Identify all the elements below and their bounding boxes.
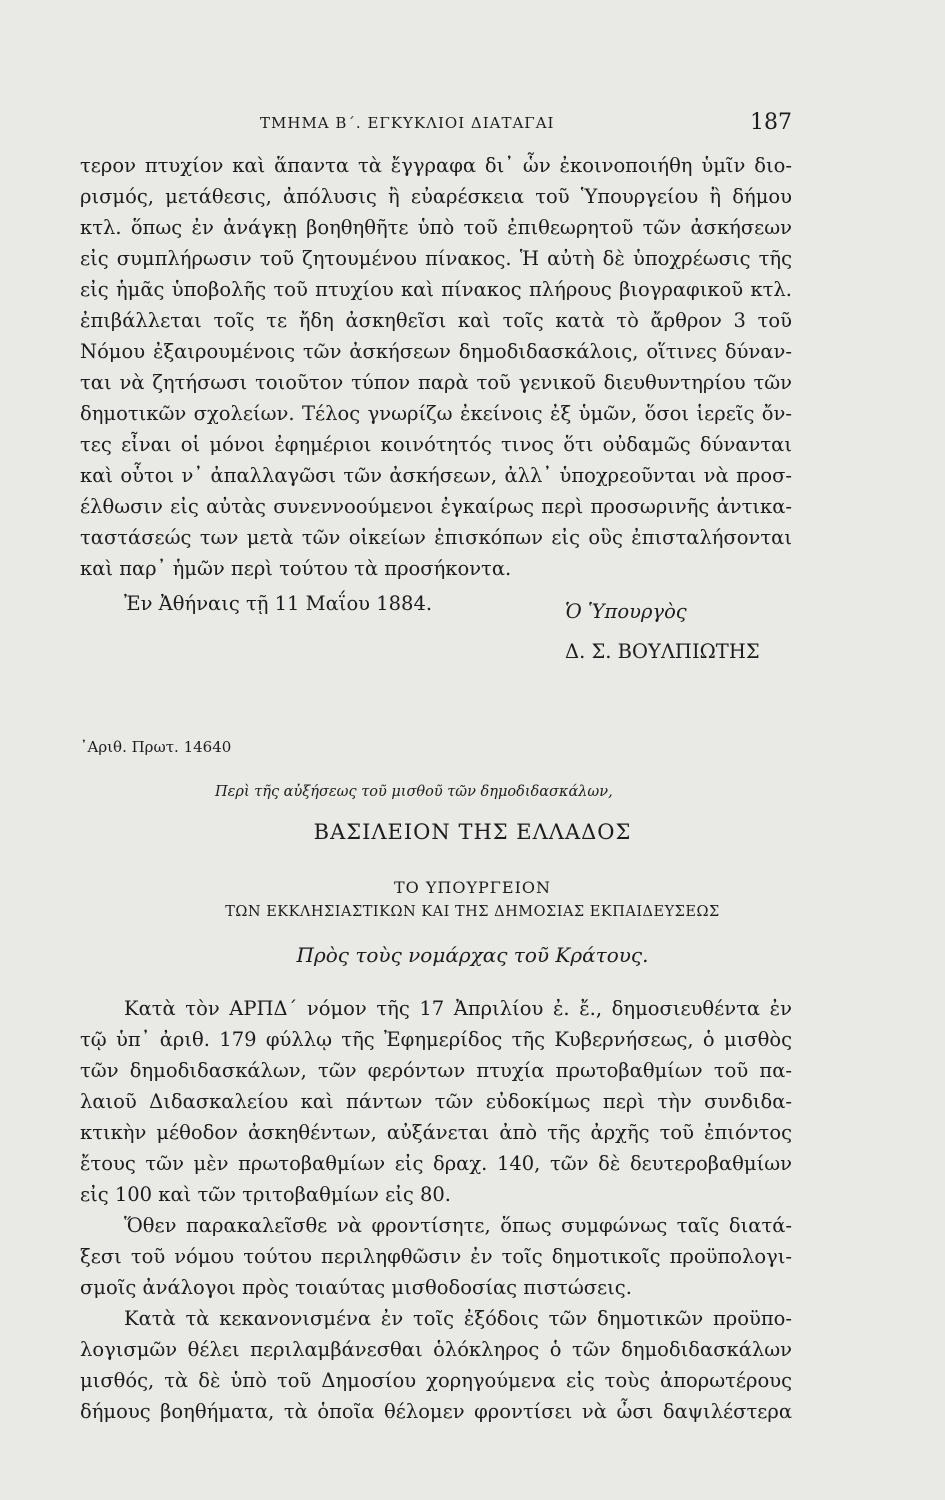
circular-subject: Περὶ τῆς αὐξήσεως τοῦ μισθοῦ τῶν δημοδιδασκάλων,	[215, 784, 613, 800]
text-line: εἰς συμπλήρωσιν τοῦ ζητουμένου πίνακος. Ἡ αὐτὴ δὲ ὑποχρέωσις τῆς	[80, 247, 792, 270]
text-line: ταστάσεώς των μετὰ τῶν οἰκείων ἐπισκόπων εἰς οὓς ἐπισταλήσονται	[80, 526, 792, 549]
text-line: τερον πτυχίον καὶ ἅπαντα τὰ ἔγγραφα δι᾽ ὧν ἐκοινοποιήθη ὑμῖν διο-	[80, 154, 792, 177]
text-line: τες εἶναι οἱ μόνοι ἐφημέριοι κοινότητός τινος ὅτι οὐδαμῶς δύνανται	[80, 433, 792, 456]
date-line: Ἐν Ἀθήναις τῇ 11 Μαΐου 1884.	[124, 592, 433, 615]
running-title: ΤΜΗΜΑ Β΄. ΕΓΚΥΚΛΙΟΙ ΔΙΑΤΑΓΑΙ	[260, 114, 555, 132]
page-header	[80, 110, 792, 140]
text-line: δήμους βοηθήματα, τὰ ὁποῖα θέλομεν φροντίσει νὰ ὦσι δαψιλέστερα	[80, 1400, 792, 1423]
protocol-number: ᾽Αριθ. Πρωτ. 14640	[80, 738, 232, 756]
text-line: εἰς 100 καὶ τῶν τριτοβαθμίων εἰς 80.	[80, 1183, 451, 1206]
text-line: Κατὰ τὰ κεκανονισμένα ἐν τοῖς ἐξόδοις τῶν δημοτικῶν προϋπο-	[124, 1307, 792, 1330]
circular1-body	[80, 150, 792, 624]
text-line: καὶ οὗτοι ν᾽ ἀπαλλαγῶσι τῶν ἀσκήσεων, ἀλλ᾽ ὑποχρεοῦνται νὰ προσ-	[80, 464, 792, 487]
text-line: μισθός, τὰ δὲ ὑπὸ τοῦ Δημοσίου χορηγούμενα εἰς τοὺς ἀπορωτέρους	[80, 1369, 792, 1392]
text-line: Κατὰ τὸν ΑΡΠΔ΄ νόμον τῆς 17 Ἀπριλίου ἐ. ἔ., δημοσιευθέντα ἐν	[124, 997, 792, 1020]
text-line: λογισμῶν θέλει περιλαμβάνεσθαι ὁλόκληρος ὁ τῶν δημοδιδασκάλων	[80, 1338, 792, 1361]
page-number: 187	[750, 110, 792, 135]
signature-title: Ὁ Ὑπουργὸς	[565, 600, 687, 623]
text-line: εἰς ἡμᾶς ὑποβολῆς τοῦ πτυχίου καὶ πίνακος πλήρους βιογραφικοῦ κτλ.	[80, 278, 792, 301]
text-line: δημοτικῶν σχολείων. Τέλος γνωρίζω ἐκείνοις ἐξ ὑμῶν, ὅσοι ἱερεῖς ὄν-	[80, 402, 792, 425]
text-line: Νόμου ἐξαιρουμένοις τῶν ἀσκήσεων δημοδιδασκάλοις, οἵτινες δύναν-	[80, 340, 792, 363]
text-line: κτλ. ὅπως ἐν ἀνάγκῃ βοηθηθῆτε ὑπὸ τοῦ ἐπιθεωρητοῦ τῶν ἀσκήσεων	[80, 216, 792, 239]
text-line: ξεσι τοῦ νόμου τούτου περιληφθῶσιν ἐν τοῖς δημοτικοῖς προϋπολογι-	[80, 1245, 792, 1268]
text-line: καὶ παρ᾽ ἡμῶν περὶ τούτου τὰ προσήκοντα.	[80, 557, 512, 580]
circular2-body	[80, 993, 792, 1427]
ministry-heading: ΤΟ ΥΠΟΥΡΓΕΙΟΝ	[393, 878, 552, 897]
text-line: Ὅθεν παρακαλεῖσθε νὰ φροντίσητε, ὅπως συμφώνως ταῖς διατά-	[124, 1214, 792, 1237]
text-line: λαιοῦ Διδασκαλείου καὶ πάντων τῶν εὐδοκίμως περὶ τὴν συνδιδα-	[80, 1090, 792, 1113]
kingdom-heading: ΒΑΣΙΛΕΙΟΝ ΤΗΣ ΕΛΛΑΔΟΣ	[313, 820, 632, 844]
text-line: έλθωσιν εἰς αὐτὰς συνεννοούμενοι ἐγκαίρως περὶ προσωρινῆς ἀντικα-	[80, 495, 792, 518]
text-line: κτικὴν μέθοδον ἀσκηθέντων, αὐξάνεται ἀπὸ τῆς ἀρχῆς τοῦ ἐπιόντος	[80, 1121, 792, 1144]
text-line: ρισμός, μετάθεσις, ἀπόλυσις ἢ εὐαρέσκεια τοῦ Ὑπουργείου ἢ δήμου	[80, 185, 792, 208]
ministry-subheading: ΤΩΝ ΕΚΚΛΗΣΙΑΣΤΙΚΩΝ ΚΑΙ ΤΗΣ ΔΗΜΟΣΙΑΣ ΕΚΠΑΙΔΕΥΣΕΩΣ	[225, 904, 720, 920]
text-line: τῶν δημοδιδασκάλων, τῶν φερόντων πτυχία πρωτοβαθμίων τοῦ πα-	[80, 1059, 792, 1082]
text-line: ἐπιβάλλεται τοῖς τε ἤδη ἀσκηθεῖσι καὶ τοῖς κατὰ τὸ ἄρθρον 3 τοῦ	[80, 309, 792, 332]
text-line: σμοῖς ἀνάλογοι πρὸς τοιαύτας μισθοδοσίας πιστώσεις.	[80, 1276, 632, 1299]
text-line: ται νὰ ζητήσωσι τοιοῦτον τύπον παρὰ τοῦ γενικοῦ διευθυντηρίου τῶν	[80, 371, 792, 394]
text-line: ἔτους τῶν μὲν πρωτοβαθμίων εἰς δραχ. 140, τῶν δὲ δευτεροβαθμίων	[80, 1152, 792, 1175]
text-line: τῷ ὑπ᾽ ἀριθ. 179 φύλλῳ τῆς Ἐφημερίδος τῆς Κυβερνήσεως, ὁ μισθὸς	[80, 1028, 792, 1051]
signature-name: Δ. Σ. ΒΟΥΛΠΙΩΤΗΣ	[565, 640, 760, 663]
addressee-line: Πρὸς τοὺς νομάρχας τοῦ Κράτους.	[296, 943, 649, 967]
